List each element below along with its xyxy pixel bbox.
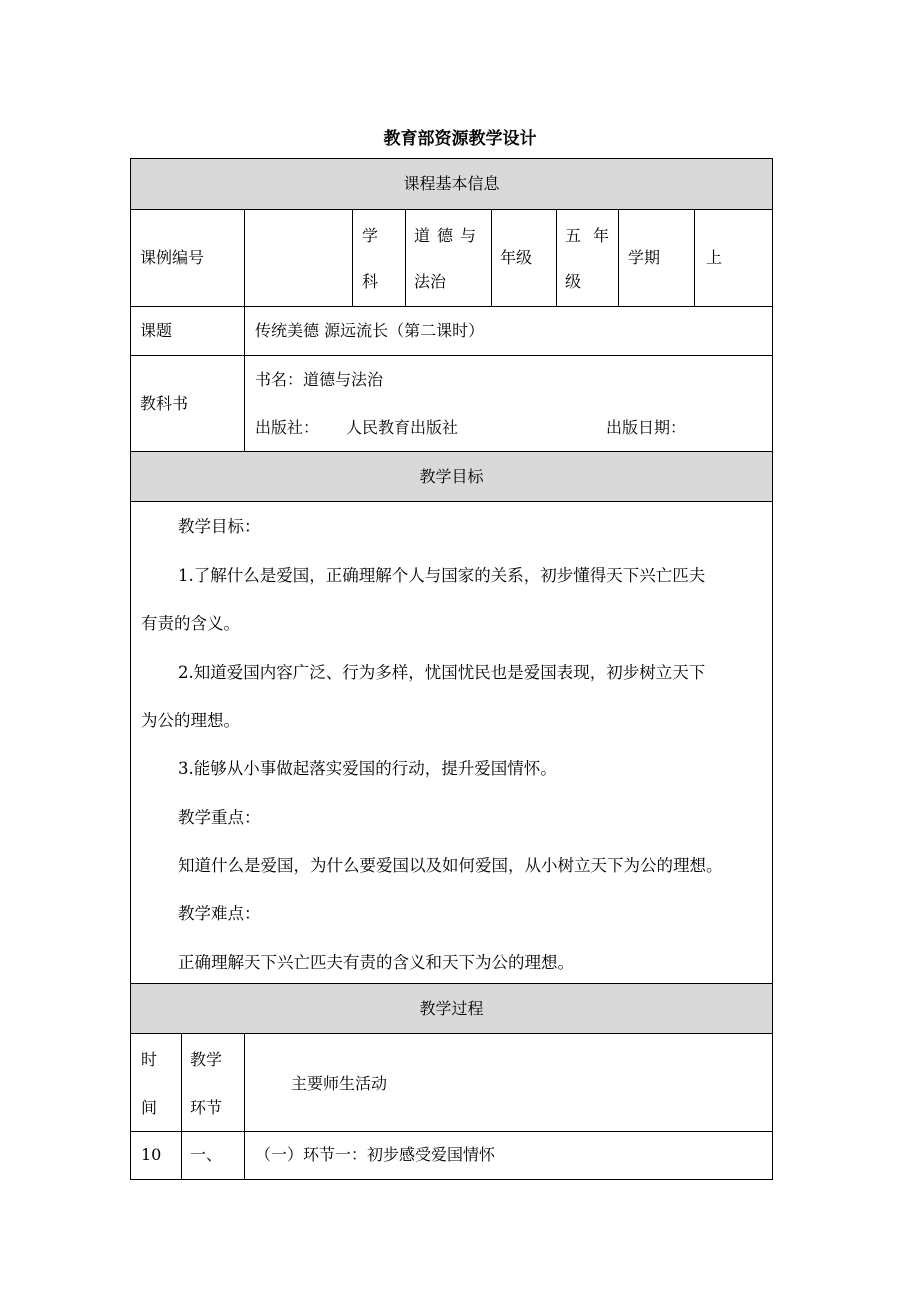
topic-label-cell: 课题 <box>130 306 245 356</box>
book-name: 书名：道德与法治 <box>255 370 384 389</box>
difficulties: 正确理解天下兴亡匹夫有责的含义和天下为公的理想。 <box>178 953 574 972</box>
textbook-value-cell <box>244 355 773 452</box>
difficulties-heading: 教学难点： <box>178 904 261 923</box>
lesson-code-label-cell: 课例编号 <box>130 209 245 307</box>
section-title: 教学过程 <box>419 999 484 1018</box>
lesson-design-table <box>130 158 773 1180</box>
subject-value-cell: 道德与 法治 <box>405 209 492 307</box>
section-header-teaching-process <box>130 983 773 1034</box>
term-label-cell: 学期 <box>618 209 695 307</box>
term-value-cell: 上 <box>694 209 773 307</box>
process-row-1-stage: 一、 <box>181 1131 245 1180</box>
goal-1-line-1: 1.了解什么是爱国，正确理解个人与国家的关系，初步懂得天下兴亡匹夫 <box>178 566 706 585</box>
process-row-1-activity: （一）环节一：初步感受爱国情怀 <box>244 1131 773 1180</box>
subject-label-cell: 学 科 <box>352 209 406 307</box>
process-row-1-time: 10 <box>130 1131 182 1180</box>
goal-2-line-1: 2.知道爱国内容广泛、行为多样，忧国忧民也是爱国表现，初步树立天下 <box>178 663 706 682</box>
process-stage-header: 教学 环节 <box>181 1033 245 1132</box>
grade-label-cell: 年级 <box>491 209 557 307</box>
section-title: 课程基本信息 <box>403 174 500 193</box>
section-title: 教学目标 <box>419 467 484 486</box>
key-points: 知道什么是爱国，为什么要爱国以及如何爱国，从小树立天下为公的理想。 <box>178 856 723 875</box>
grade-value-cell: 五年 级 <box>556 209 619 307</box>
textbook-label-cell: 教科书 <box>130 355 245 452</box>
process-activity-header: 主要师生活动 <box>244 1033 773 1132</box>
publisher-name: 人民教育出版社 <box>346 418 459 437</box>
goal-2-line-2: 为公的理想。 <box>141 711 240 730</box>
goal-3: 3.能够从小事做起落实爱国的行动，提升爱国情怀。 <box>178 759 557 778</box>
goal-1-line-2: 有责的含义。 <box>141 614 240 633</box>
teaching-goals-content-cell <box>130 501 773 984</box>
document-title: 教育部资源教学设计 <box>383 129 537 149</box>
lesson-code-value-cell <box>244 209 353 307</box>
publisher-label: 出版社： <box>255 418 320 437</box>
key-points-heading: 教学重点： <box>178 808 261 827</box>
process-time-header: 时 间 <box>130 1033 182 1132</box>
goals-heading: 教学目标： <box>178 517 261 536</box>
section-header-teaching-goals <box>130 451 773 502</box>
section-header-course-info <box>130 158 773 210</box>
topic-value-cell: 传统美德 源远流长（第二课时） <box>244 306 773 356</box>
publish-date-label: 出版日期： <box>606 418 687 437</box>
